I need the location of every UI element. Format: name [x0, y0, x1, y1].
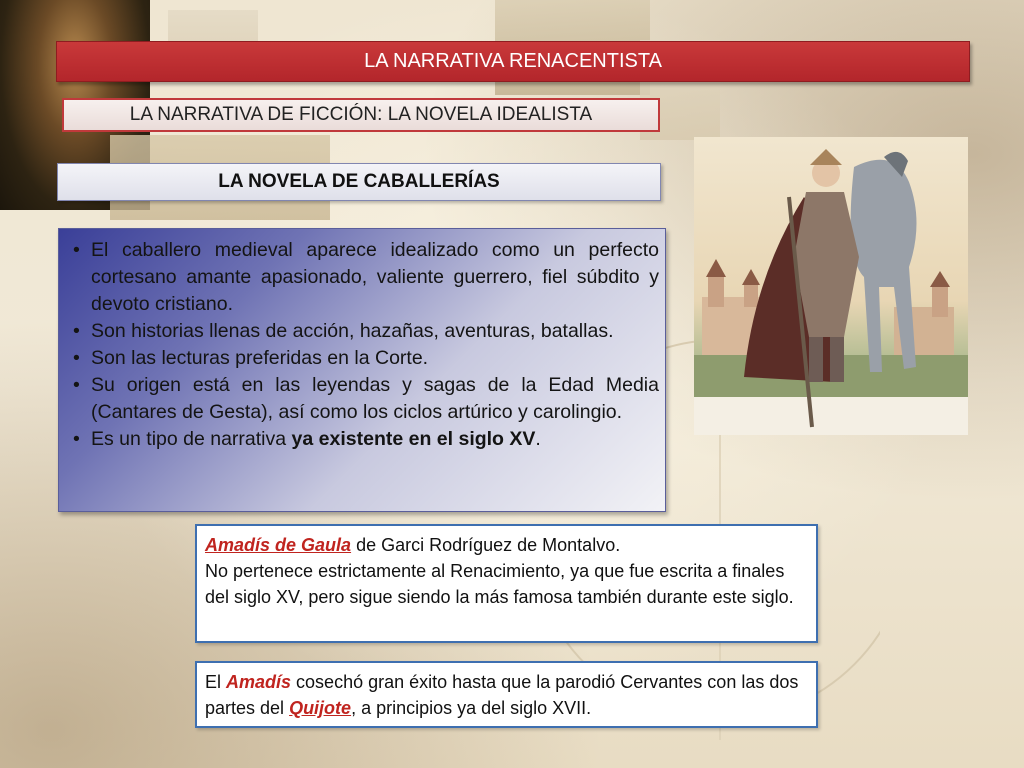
bullet-box — [58, 228, 666, 512]
bullet-dot: • — [73, 374, 80, 396]
slide-title: LA NARRATIVA RENACENTISTA — [364, 50, 662, 72]
bullet-dot: • — [73, 428, 80, 450]
bullet-item: • Es un tipo de narrativa ya existente en el siglo XV. — [71, 426, 659, 453]
title-bar — [56, 41, 970, 82]
knight-illustration — [694, 137, 968, 435]
quijote-info-box: El Amadís cosechó gran éxito hasta que la parodió Cervantes con las dos partes del Quijote, a principios ya del siglo XVII. — [195, 661, 818, 728]
bullet-item: • Son las lecturas preferidas en la Corte. — [71, 345, 659, 372]
amadis-mention: Amadís — [226, 672, 292, 692]
section-header — [57, 163, 661, 201]
bullet-item: • El caballero medieval aparece idealizado como un perfecto cortesano amante apasionado, valiente guerrero, fiel súbdito y devoto cristiano. — [73, 239, 659, 315]
knight-drawing — [694, 137, 968, 435]
bullet-list — [71, 237, 659, 453]
amadis-description: No pertenece estrictamente al Renacimiento, ya que fue escrita a finales del siglo XV, pero sigue siendo la más famosa también durante este siglo. — [205, 561, 794, 607]
bullet-item: • Su origen está en las leyendas y sagas de la Edad Media (Cantares de Gesta), así como los ciclos artúrico y carolingio. — [73, 374, 659, 423]
amadis-work-title: Amadís de Gaula — [205, 535, 352, 555]
subtitle-box — [62, 98, 660, 132]
bullet-item: • Son historias llenas de acción, hazañas, aventuras, batallas. — [71, 318, 659, 345]
slide-subtitle: LA NARRATIVA DE FICCIÓN: LA NOVELA IDEALISTA — [129, 104, 593, 125]
amadis-info-box: Amadís de Gaula de Garci Rodríguez de Montalvo. No pertenece estrictamente al Renacimiento, ya que fue escrita a finales del siglo XV, pero sigue siendo la más famosa también durante este siglo. — [195, 524, 818, 643]
bullet-dot: • — [73, 347, 80, 369]
bullet-dot: • — [73, 239, 80, 261]
bullet-dot: • — [73, 320, 80, 342]
section-title: LA NOVELA DE CABALLERÍAS — [218, 171, 500, 192]
quijote-mention: Quijote — [289, 698, 352, 718]
